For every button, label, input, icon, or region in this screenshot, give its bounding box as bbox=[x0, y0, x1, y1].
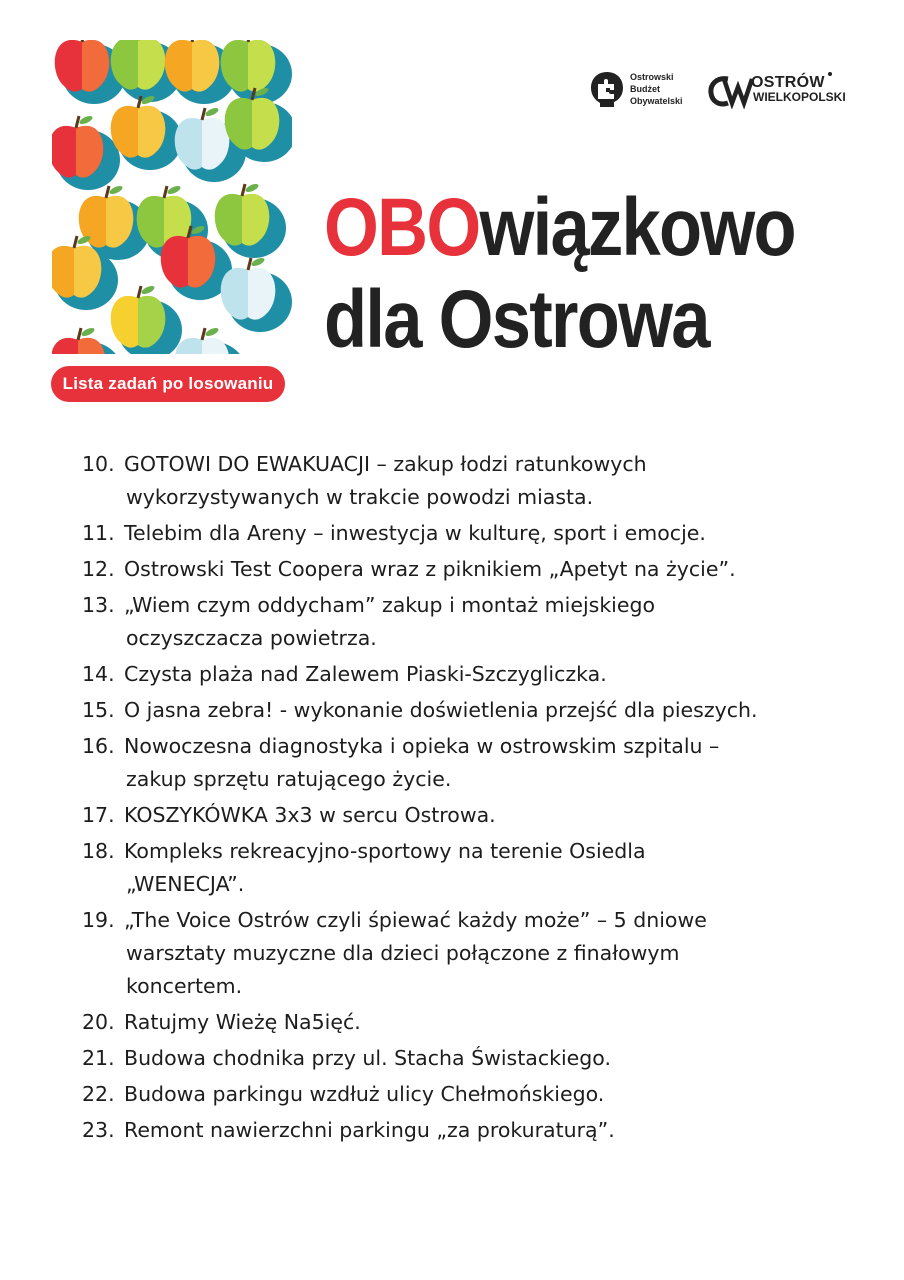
task-number: 10. bbox=[82, 452, 115, 476]
task-number: 23. bbox=[82, 1118, 115, 1142]
task-text-line: koncertem. bbox=[126, 974, 243, 998]
task-item bbox=[82, 658, 872, 691]
task-text-line: „Wiem czym oddycham” zakup i montaż miejskiego bbox=[124, 593, 656, 617]
task-text bbox=[124, 448, 872, 514]
task-item bbox=[82, 835, 872, 901]
task-text bbox=[124, 553, 872, 586]
task-text bbox=[124, 799, 872, 832]
task-number: 17. bbox=[82, 803, 115, 827]
task-text-line: warsztaty muzyczne dla dzieci połączone z finałowym bbox=[126, 941, 680, 965]
task-number: 13. bbox=[82, 593, 115, 617]
task-number: 22. bbox=[82, 1082, 115, 1106]
task-number: 16. bbox=[82, 734, 115, 758]
task-number: 15. bbox=[82, 698, 115, 722]
task-item bbox=[82, 553, 872, 586]
task-number: 20. bbox=[82, 1010, 115, 1034]
ow-monogram-icon bbox=[708, 73, 754, 109]
task-list bbox=[82, 448, 872, 1150]
task-item bbox=[82, 799, 872, 832]
task-number: 14. bbox=[82, 662, 115, 686]
task-item bbox=[82, 589, 872, 655]
apples-graphic bbox=[52, 40, 292, 354]
task-number: 19. bbox=[82, 908, 115, 932]
puzzle-head-icon bbox=[588, 70, 626, 108]
task-text bbox=[124, 694, 872, 727]
task-item bbox=[82, 448, 872, 514]
task-text bbox=[124, 658, 872, 691]
task-text-line: Kompleks rekreacyjno-sportowy na terenie Osiedla bbox=[124, 839, 646, 863]
task-item bbox=[82, 517, 872, 550]
task-number: 21. bbox=[82, 1046, 115, 1070]
apple-icon bbox=[111, 94, 182, 170]
apple-icon bbox=[111, 284, 182, 354]
task-text bbox=[124, 1114, 872, 1147]
task-text-line: „WENECJA”. bbox=[126, 872, 245, 896]
task-item bbox=[82, 694, 872, 727]
ostrow-text: OSTRÓW bbox=[751, 74, 825, 91]
task-item bbox=[82, 904, 872, 1003]
task-text-line: KOSZYKÓWKA 3x3 w sercu Ostrowa. bbox=[124, 803, 496, 827]
task-text-line: Nowoczesna diagnostyka i opieka w ostrowskim szpitalu – bbox=[124, 734, 720, 758]
apple-icon bbox=[175, 326, 246, 354]
task-text-line: GOTOWI DO EWAKUACJI – zakup łodzi ratunkowych bbox=[124, 452, 647, 476]
task-text-line: Budowa parkingu wzdłuż ulicy Chełmońskiego. bbox=[124, 1082, 605, 1106]
title-highlight: OBO bbox=[324, 182, 480, 273]
apple-icon bbox=[52, 326, 122, 354]
obo-logo-text: Ostrowski Budżet Obywatelski bbox=[630, 72, 683, 106]
task-item bbox=[82, 730, 872, 796]
title-line-2: dla Ostrowa bbox=[324, 274, 709, 365]
obo-logo bbox=[588, 68, 708, 112]
task-text-line: „The Voice Ostrów czyli śpiewać każdy może” – 5 dniowe bbox=[124, 908, 707, 932]
task-item bbox=[82, 1114, 872, 1147]
task-text-line: O jasna zebra! - wykonanie doświetlenia przejść dla pieszych. bbox=[124, 698, 758, 722]
task-text bbox=[124, 1006, 872, 1039]
task-text-line: Remont nawierzchni parkingu „za prokuraturą”. bbox=[124, 1118, 615, 1142]
task-text bbox=[124, 904, 872, 1003]
apple-icon bbox=[215, 182, 286, 258]
task-text bbox=[124, 1042, 872, 1075]
task-item bbox=[82, 1078, 872, 1111]
task-text bbox=[124, 589, 872, 655]
task-text-line: Ostrowski Test Coopera wraz z piknikiem „Apetyt na życie”. bbox=[124, 557, 736, 581]
wielkopolski-text: WIELKOPOLSKI bbox=[753, 90, 846, 104]
task-text-line: Telebim dla Areny – inwestycja w kulturę, sport i emocje. bbox=[124, 521, 706, 545]
task-number: 18. bbox=[82, 839, 115, 863]
apple-pattern-illustration bbox=[52, 40, 292, 354]
title-line-1 bbox=[324, 182, 795, 274]
task-text-line: oczyszczacza powietrza. bbox=[126, 626, 377, 650]
ostrow-wielkopolski-logo bbox=[708, 70, 846, 110]
logo-dot bbox=[828, 72, 832, 76]
task-text bbox=[124, 1078, 872, 1111]
title-rest: wiązkowo bbox=[479, 182, 795, 273]
logos-area bbox=[588, 68, 846, 112]
task-item bbox=[82, 1042, 872, 1075]
task-number: 12. bbox=[82, 557, 115, 581]
task-text bbox=[124, 835, 872, 901]
task-text-line: Czysta plaża nad Zalewem Piaski-Szczygliczka. bbox=[124, 662, 607, 686]
apple-icon bbox=[52, 114, 120, 190]
task-text bbox=[124, 517, 872, 550]
task-text-line: zakup sprzętu ratującego życie. bbox=[126, 767, 452, 791]
task-text-line: Budowa chodnika przy ul. Stacha Świstackiego. bbox=[124, 1046, 611, 1070]
task-item bbox=[82, 1006, 872, 1039]
task-text bbox=[124, 730, 872, 796]
task-text-line: Ratujmy Wieżę Na5ięć. bbox=[124, 1010, 361, 1034]
task-number: 11. bbox=[82, 521, 115, 545]
results-banner: Lista zadań po losowaniu bbox=[51, 366, 285, 402]
task-text-line: wykorzystywanych w trakcie powodzi miasta. bbox=[126, 485, 594, 509]
page-title bbox=[324, 182, 795, 366]
